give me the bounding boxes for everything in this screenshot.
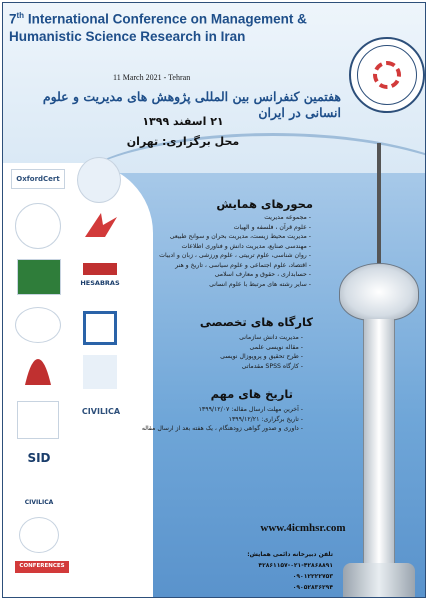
title-sup: th [16, 11, 25, 20]
seal-center [373, 61, 401, 89]
conference-poster [2, 2, 426, 598]
hesabras-logo: HESABRAS [77, 259, 123, 289]
title-persian: هفتمین کنفرانس بین المللی پژوهش های مدیریت و علوم انسانی در ایران [42, 89, 341, 120]
workshops-item: - کارگاه SPSS مقدماتی [241, 362, 303, 370]
institute-seal-icon [15, 203, 61, 249]
contact-phones [203, 549, 333, 593]
academic-seal-icon [17, 401, 59, 439]
green-emblem-icon [17, 259, 61, 295]
title-line1: International Conference on Management & [27, 11, 307, 27]
conference-seal-icon [349, 37, 425, 113]
tower-pod [339, 263, 419, 321]
axes-item: - مدیریت محیط زیست، مدیریت بحران و سوانح طبیعی [169, 233, 311, 240]
tree-logo-icon [81, 433, 121, 469]
university-emblem-icon [77, 157, 121, 203]
axes-item: - اقتصاد، علوم اجتماعی و علوم سیاسی ، تاریخ و هنر [175, 261, 311, 269]
phone-1: ۰۹۰۱۲۲۲۲۷۵۳ [292, 573, 333, 580]
globe-logo-icon [15, 307, 61, 343]
network-logo-icon [83, 355, 117, 389]
axes-item: - روان شناسی، علوم تربیتی ، علوم ورزشی ، زبان و ادبیات [159, 252, 311, 259]
office-phone: تلفن دبیرخانه دائمی همایش: ۴۲۸۶۸۸۹۱-۰۲۱-۴۲۸۶۱۱۵۷ [247, 551, 333, 569]
axes-list [131, 213, 311, 289]
dates-item: - آخرین مهلت ارسال مقاله: ۱۳۹۹/۱۲/۰۷ [198, 406, 303, 413]
bottom-seal-icon [19, 517, 59, 553]
workshops-list [153, 333, 303, 371]
workshops-item: - مدیریت دانش سازمانی [239, 334, 303, 341]
title-english [9, 7, 309, 45]
phone-2: ۰۹۰۵۲۸۳۶۲۹۴ [292, 584, 333, 591]
axes-title: محورهای همایش [216, 197, 313, 211]
axes-item: - مجموعه مدیریت [264, 214, 311, 221]
date-english: 11 March 2021 - Tehran [113, 73, 191, 82]
civilica-logo: CIVILICA [81, 407, 121, 416]
conferences-logo: CONFERENCES [15, 561, 69, 573]
workshops-title: کارگاه های تخصصی [199, 315, 313, 329]
workshops-item: - مقاله نویسی علمی [249, 343, 303, 351]
title-number: 7 [9, 11, 17, 27]
website-url[interactable]: www.4icmhsr.com [260, 522, 346, 534]
tower-base [343, 563, 415, 598]
date-persian: ۲۱ اسفند ۱۳۹۹ [142, 115, 224, 128]
title-line2: Humanistic Science Research in Iran [9, 28, 246, 44]
dates-item: - داوری و صدور گواهی زودهنگام ، یک هفته بعد از ارسال مقاله [141, 425, 303, 432]
dates-title: تاریخ های مهم [210, 387, 293, 401]
workshops-item: - طرح تحقیق و پروپوزال نویسی [220, 353, 303, 360]
ec-logo-icon [83, 311, 117, 345]
axes-item: - مهندسی صنایع، مدیریت دانش و فناوری اطلاعات [181, 242, 311, 250]
bird-logo-icon [81, 207, 121, 247]
venue-persian: محل برگزاری: تهران [126, 135, 240, 148]
government-emblem-icon [15, 355, 61, 391]
dates-item: - تاریخ برگزاری: ۱۳۹۹/۱۲/۲۱ [228, 415, 303, 423]
dates-list [123, 405, 303, 434]
axes-item: - حسابداری ، حقوق و معارف اسلامی [214, 271, 311, 278]
civilica-small-logo: CIVILICA [24, 499, 54, 506]
oxfordcert-logo: OxfordCert [11, 169, 65, 189]
tower-shaft [363, 319, 395, 589]
sid-logo: SID [27, 451, 51, 465]
axes-item: - علوم قرآن ، فلسفه و الهیات [233, 223, 311, 231]
axes-item: - سایر رشته های مرتبط با علوم انسانی [209, 280, 311, 288]
